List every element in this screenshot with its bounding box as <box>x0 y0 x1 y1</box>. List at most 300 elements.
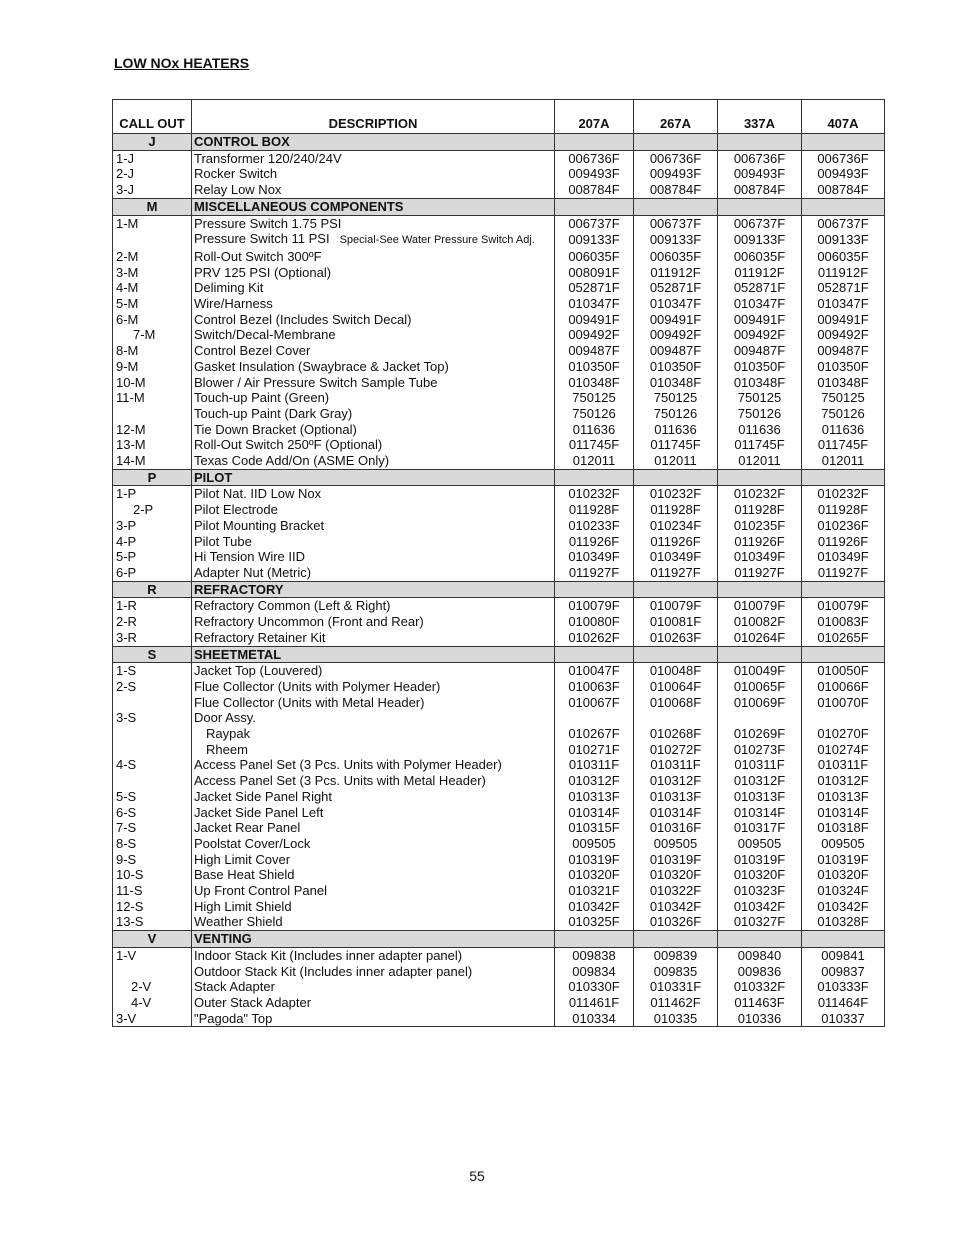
section-empty-cell <box>555 198 634 215</box>
description-text: Blower / Air Pressure Switch Sample Tube <box>194 374 438 390</box>
description-text: Up Front Control Panel <box>194 883 327 899</box>
table-row <box>113 182 885 198</box>
table-row <box>113 249 885 265</box>
parts-table <box>112 99 885 1027</box>
section-empty-cell <box>718 469 802 486</box>
table-row <box>113 453 885 469</box>
part-number-407a: 011745F <box>802 437 885 453</box>
part-number-267a: 006737F <box>634 215 718 231</box>
part-number-207a: 011461F <box>555 995 634 1011</box>
description-cell <box>192 231 555 249</box>
section-empty-cell <box>718 646 802 663</box>
part-number-267a: 010311F <box>634 757 718 773</box>
call-out-cell: 8-S <box>113 836 192 852</box>
part-number-337a: 011912F <box>718 265 802 281</box>
call-out-cell: 1-P <box>113 486 192 502</box>
part-number-267a: 010068F <box>634 695 718 711</box>
part-number-267a: 011928F <box>634 502 718 518</box>
part-number-337a <box>718 710 802 726</box>
part-number-267a: 010319F <box>634 852 718 868</box>
part-number-337a: 010311F <box>718 757 802 773</box>
call-out-cell: 1-J <box>113 150 192 166</box>
call-out-cell: 6-M <box>113 312 192 328</box>
call-out-cell: 3-M <box>113 265 192 281</box>
description-cell <box>192 518 555 534</box>
part-number-337a: 009492F <box>718 327 802 343</box>
description-text: Touch-up Paint (Green) <box>194 390 330 406</box>
part-number-337a: 010264F <box>718 630 802 646</box>
section-empty-cell <box>802 581 885 598</box>
part-number-207a: 011927F <box>555 565 634 581</box>
description-cell <box>192 867 555 883</box>
part-number-207a: 006736F <box>555 150 634 166</box>
description-cell <box>192 182 555 198</box>
part-number-207a: 010315F <box>555 820 634 836</box>
part-number-207a: 006737F <box>555 215 634 231</box>
call-out-cell: 2-R <box>113 614 192 630</box>
call-out-cell: 1-M <box>113 215 192 231</box>
description-cell <box>192 947 555 963</box>
description-text: PRV 125 PSI (Optional) <box>194 264 332 280</box>
table-row <box>113 375 885 391</box>
part-number-267a: 011636 <box>634 422 718 438</box>
section-empty-cell <box>802 469 885 486</box>
part-number-407a: 011464F <box>802 995 885 1011</box>
call-out-cell <box>113 695 192 711</box>
part-number-207a: 011636 <box>555 422 634 438</box>
table-row <box>113 150 885 166</box>
part-number-407a: 010342F <box>802 899 885 915</box>
part-number-207a: 011926F <box>555 534 634 550</box>
table-row <box>113 280 885 296</box>
call-out-cell: 3-J <box>113 182 192 198</box>
part-number-337a: 010313F <box>718 789 802 805</box>
description-text: High Limit Shield <box>194 898 292 914</box>
description-cell <box>192 914 555 930</box>
part-number-407a: 009491F <box>802 312 885 328</box>
part-number-207a: 008784F <box>555 182 634 198</box>
call-out-cell: 10-S <box>113 867 192 883</box>
header-model-207a: 207A <box>555 100 634 134</box>
table-row <box>113 231 885 249</box>
part-number-407a: 010311F <box>802 757 885 773</box>
part-number-407a: 750126 <box>802 406 885 422</box>
part-number-337a: 009505 <box>718 836 802 852</box>
description-cell <box>192 280 555 296</box>
part-number-407a: 010050F <box>802 663 885 679</box>
description-cell <box>192 549 555 565</box>
part-number-337a: 010319F <box>718 852 802 868</box>
section-header-row <box>113 469 885 486</box>
section-title: VENTING <box>192 931 555 948</box>
description-text: Refractory Uncommon (Front and Rear) <box>194 614 424 630</box>
part-number-267a: 010272F <box>634 742 718 758</box>
part-number-407a: 010320F <box>802 867 885 883</box>
description-text: Pilot Tube <box>194 533 252 549</box>
table-row <box>113 947 885 963</box>
call-out-cell: 4-M <box>113 280 192 296</box>
description-text: Jacket Side Panel Left <box>194 804 324 820</box>
part-number-337a: 010320F <box>718 867 802 883</box>
description-cell <box>192 995 555 1011</box>
part-number-207a: 008091F <box>555 265 634 281</box>
part-number-407a: 010270F <box>802 726 885 742</box>
description-cell <box>192 773 555 789</box>
description-text: Raypak <box>206 726 251 742</box>
table-row <box>113 630 885 646</box>
header-description: DESCRIPTION <box>192 100 555 134</box>
section-empty-cell <box>802 198 885 215</box>
call-out-cell <box>113 231 192 249</box>
table-row <box>113 1011 885 1027</box>
part-number-207a: 010067F <box>555 695 634 711</box>
table-row <box>113 820 885 836</box>
call-out-cell: 2-M <box>113 249 192 265</box>
part-number-207a: 010320F <box>555 867 634 883</box>
part-number-407a: 010083F <box>802 614 885 630</box>
section-empty-cell <box>718 134 802 151</box>
part-number-337a: 006737F <box>718 215 802 231</box>
section-empty-cell <box>718 931 802 948</box>
table-row <box>113 359 885 375</box>
part-number-407a: 750125 <box>802 390 885 406</box>
part-number-267a: 010331F <box>634 979 718 995</box>
call-out-cell: 10-M <box>113 375 192 391</box>
parts-table-body <box>113 134 885 1027</box>
part-number-337a: 750125 <box>718 390 802 406</box>
part-number-207a: 010342F <box>555 899 634 915</box>
description-text: Pilot Mounting Bracket <box>194 517 325 533</box>
section-code: S <box>113 646 192 663</box>
description-text: Outer Stack Adapter <box>194 994 312 1010</box>
part-number-407a: 010314F <box>802 805 885 821</box>
part-number-407a: 010347F <box>802 296 885 312</box>
part-number-207a: 009492F <box>555 327 634 343</box>
part-number-207a: 010313F <box>555 789 634 805</box>
section-title: MISCELLANEOUS COMPONENTS <box>192 198 555 215</box>
part-number-207a: 010312F <box>555 773 634 789</box>
description-cell <box>192 679 555 695</box>
description-cell <box>192 852 555 868</box>
part-number-337a: 010348F <box>718 375 802 391</box>
table-row <box>113 979 885 995</box>
description-cell <box>192 390 555 406</box>
description-cell <box>192 1011 555 1027</box>
description-text: Transformer 120/240/24V <box>194 150 342 166</box>
part-number-267a: 010263F <box>634 630 718 646</box>
call-out-cell: 1-V <box>113 947 192 963</box>
part-number-337a: 011636 <box>718 422 802 438</box>
part-number-337a: 006736F <box>718 150 802 166</box>
description-cell <box>192 695 555 711</box>
description-cell <box>192 312 555 328</box>
part-number-407a: 011912F <box>802 265 885 281</box>
section-title: SHEETMETAL <box>192 646 555 663</box>
section-empty-cell <box>555 646 634 663</box>
part-number-207a: 009493F <box>555 166 634 182</box>
call-out-cell: 4-S <box>113 757 192 773</box>
part-number-337a: 010332F <box>718 979 802 995</box>
section-code: P <box>113 469 192 486</box>
table-row <box>113 166 885 182</box>
description-cell <box>192 899 555 915</box>
section-code: M <box>113 198 192 215</box>
part-number-407a: 009841 <box>802 947 885 963</box>
call-out-cell: 1-R <box>113 598 192 614</box>
description-cell <box>192 805 555 821</box>
part-number-207a: 010350F <box>555 359 634 375</box>
description-text: Weather Shield <box>194 914 283 930</box>
call-out-cell: 1-S <box>113 663 192 679</box>
table-row <box>113 726 885 742</box>
call-out-cell <box>113 964 192 980</box>
description-text: Flue Collector (Units with Metal Header) <box>194 694 425 710</box>
part-number-267a: 010268F <box>634 726 718 742</box>
header-model-267a: 267A <box>634 100 718 134</box>
description-text: Pressure Switch 1.75 PSI <box>194 215 342 231</box>
part-number-407a: 010079F <box>802 598 885 614</box>
section-header-row <box>113 198 885 215</box>
part-number-337a: 009487F <box>718 343 802 359</box>
part-number-337a: 011927F <box>718 565 802 581</box>
section-code: R <box>113 581 192 598</box>
call-out-cell: 12-M <box>113 422 192 438</box>
table-header-row <box>113 100 885 134</box>
part-number-267a: 010314F <box>634 805 718 821</box>
description-cell <box>192 502 555 518</box>
part-number-267a <box>634 710 718 726</box>
description-text: Door Assy. <box>194 710 256 726</box>
description-text: Pilot Electrode <box>194 502 278 518</box>
part-number-207a: 009834 <box>555 964 634 980</box>
part-number-267a: 010064F <box>634 679 718 695</box>
part-number-337a: 010323F <box>718 883 802 899</box>
part-number-267a: 009493F <box>634 166 718 182</box>
part-number-267a: 009487F <box>634 343 718 359</box>
part-number-407a <box>802 710 885 726</box>
description-text: Rheem <box>206 741 248 757</box>
part-number-337a: 009836 <box>718 964 802 980</box>
description-cell <box>192 836 555 852</box>
part-number-207a: 010321F <box>555 883 634 899</box>
part-number-337a: 010314F <box>718 805 802 821</box>
part-number-267a: 009492F <box>634 327 718 343</box>
part-number-267a: 009133F <box>634 231 718 249</box>
part-number-207a: 011745F <box>555 437 634 453</box>
header-model-337a: 337A <box>718 100 802 134</box>
part-number-407a: 009492F <box>802 327 885 343</box>
part-number-407a: 009487F <box>802 343 885 359</box>
part-number-407a: 010333F <box>802 979 885 995</box>
table-row <box>113 964 885 980</box>
table-row <box>113 679 885 695</box>
description-cell <box>192 726 555 742</box>
part-number-267a: 750126 <box>634 406 718 422</box>
part-number-207a: 010319F <box>555 852 634 868</box>
part-number-267a: 010313F <box>634 789 718 805</box>
description-text: Gasket Insulation (Swaybrace & Jacket Top) <box>194 358 449 374</box>
table-row <box>113 614 885 630</box>
description-text: Texas Code Add/On (ASME Only) <box>194 453 390 469</box>
description-cell <box>192 710 555 726</box>
table-row <box>113 327 885 343</box>
part-number-207a: 009487F <box>555 343 634 359</box>
section-empty-cell <box>802 931 885 948</box>
description-cell <box>192 375 555 391</box>
part-number-207a: 010348F <box>555 375 634 391</box>
part-number-407a: 012011 <box>802 453 885 469</box>
section-empty-cell <box>634 931 718 948</box>
section-empty-cell <box>718 198 802 215</box>
part-number-267a: 010312F <box>634 773 718 789</box>
part-number-267a: 010320F <box>634 867 718 883</box>
part-number-207a: 010311F <box>555 757 634 773</box>
part-number-407a: 010232F <box>802 486 885 502</box>
table-row <box>113 534 885 550</box>
description-text: Control Bezel Cover <box>194 343 311 359</box>
part-number-267a: 006035F <box>634 249 718 265</box>
description-text: Pilot Nat. IID Low Nox <box>194 486 322 502</box>
part-number-337a: 010327F <box>718 914 802 930</box>
part-number-267a: 011462F <box>634 995 718 1011</box>
part-number-267a: 010322F <box>634 883 718 899</box>
part-number-407a: 010324F <box>802 883 885 899</box>
section-title: PILOT <box>192 469 555 486</box>
section-header-row <box>113 931 885 948</box>
part-number-407a: 052871F <box>802 280 885 296</box>
section-header-row <box>113 646 885 663</box>
part-number-337a: 750126 <box>718 406 802 422</box>
part-number-337a: 011928F <box>718 502 802 518</box>
part-number-267a: 008784F <box>634 182 718 198</box>
part-number-407a: 009505 <box>802 836 885 852</box>
part-number-207a: 750126 <box>555 406 634 422</box>
section-empty-cell <box>555 134 634 151</box>
section-empty-cell <box>634 469 718 486</box>
page-number: 55 <box>469 1168 485 1184</box>
table-row <box>113 773 885 789</box>
table-row <box>113 422 885 438</box>
table-row <box>113 437 885 453</box>
part-number-337a: 010049F <box>718 663 802 679</box>
description-cell <box>192 486 555 502</box>
table-row <box>113 549 885 565</box>
table-row <box>113 296 885 312</box>
description-cell <box>192 359 555 375</box>
description-text: Control Bezel (Includes Switch Decal) <box>194 311 412 327</box>
part-number-337a: 010347F <box>718 296 802 312</box>
table-row <box>113 899 885 915</box>
part-number-207a: 010325F <box>555 914 634 930</box>
part-number-207a: 010232F <box>555 486 634 502</box>
part-number-267a: 010349F <box>634 549 718 565</box>
description-cell <box>192 406 555 422</box>
part-number-337a: 010235F <box>718 518 802 534</box>
description-text: High Limit Cover <box>194 851 291 867</box>
description-cell <box>192 630 555 646</box>
part-number-207a: 010314F <box>555 805 634 821</box>
part-number-337a: 010312F <box>718 773 802 789</box>
description-cell <box>192 249 555 265</box>
part-number-337a: 006035F <box>718 249 802 265</box>
description-text: Access Panel Set (3 Pcs. Units with Metal Header) <box>194 773 486 789</box>
table-row <box>113 390 885 406</box>
table-row <box>113 565 885 581</box>
table-row <box>113 215 885 231</box>
part-number-407a: 006035F <box>802 249 885 265</box>
part-number-267a: 011745F <box>634 437 718 453</box>
description-note: Special-See Water Pressure Switch Adj. <box>339 234 535 247</box>
section-empty-cell <box>555 931 634 948</box>
description-text: Jacket Rear Panel <box>194 820 301 836</box>
description-text: Switch/Decal-Membrane <box>194 327 336 343</box>
call-out-cell: 6-S <box>113 805 192 821</box>
description-cell <box>192 327 555 343</box>
part-number-267a: 010234F <box>634 518 718 534</box>
part-number-207a: 010330F <box>555 979 634 995</box>
description-text: Base Heat Shield <box>194 867 295 883</box>
call-out-cell <box>113 726 192 742</box>
table-row <box>113 406 885 422</box>
part-number-207a: 750125 <box>555 390 634 406</box>
part-number-267a: 010232F <box>634 486 718 502</box>
call-out-cell <box>113 406 192 422</box>
description-text: Poolstat Cover/Lock <box>194 835 311 851</box>
call-out-cell: 9-M <box>113 359 192 375</box>
description-cell <box>192 789 555 805</box>
part-number-407a: 010318F <box>802 820 885 836</box>
description-text: Pressure Switch 11 PSI <box>194 231 330 247</box>
description-cell <box>192 422 555 438</box>
table-row <box>113 742 885 758</box>
table-row <box>113 502 885 518</box>
part-number-207a: 052871F <box>555 280 634 296</box>
table-row <box>113 995 885 1011</box>
section-header-row <box>113 581 885 598</box>
part-number-207a: 009133F <box>555 231 634 249</box>
part-number-207a: 010262F <box>555 630 634 646</box>
call-out-cell: 2-V <box>113 979 192 995</box>
section-empty-cell <box>555 581 634 598</box>
part-number-337a: 010317F <box>718 820 802 836</box>
part-number-407a: 010066F <box>802 679 885 695</box>
call-out-cell: 5-S <box>113 789 192 805</box>
table-row <box>113 757 885 773</box>
description-cell <box>192 150 555 166</box>
call-out-cell: 7-S <box>113 820 192 836</box>
part-number-267a: 010335 <box>634 1011 718 1027</box>
description-cell <box>192 437 555 453</box>
part-number-267a: 010350F <box>634 359 718 375</box>
description-text: Wire/Harness <box>194 296 273 312</box>
call-out-cell: 9-S <box>113 852 192 868</box>
header-call-out <box>113 100 192 134</box>
part-number-407a: 011928F <box>802 502 885 518</box>
part-number-267a: 750125 <box>634 390 718 406</box>
part-number-337a: 010342F <box>718 899 802 915</box>
part-number-207a: 011928F <box>555 502 634 518</box>
section-empty-cell <box>555 469 634 486</box>
description-text: Refractory Retainer Kit <box>194 629 326 645</box>
part-number-407a: 009133F <box>802 231 885 249</box>
description-text: Outdoor Stack Kit (Includes inner adapter panel) <box>194 963 473 979</box>
description-text: Indoor Stack Kit (Includes inner adapter panel) <box>194 947 463 963</box>
description-text: Roll-Out Switch 250ºF (Optional) <box>194 437 383 453</box>
part-number-337a: 009133F <box>718 231 802 249</box>
part-number-267a: 010079F <box>634 598 718 614</box>
header-call-out-label: CALL OUT <box>119 116 185 131</box>
section-empty-cell <box>634 581 718 598</box>
